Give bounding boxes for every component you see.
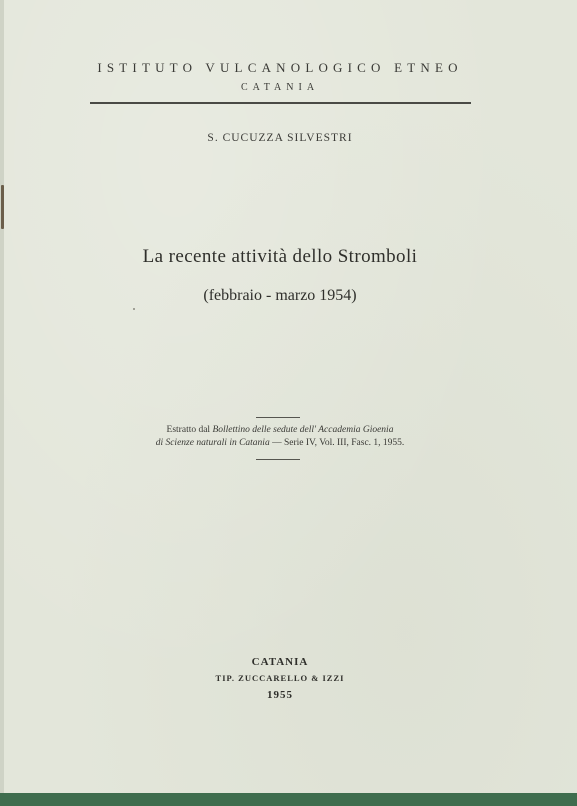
extract-series: — Serie IV, Vol. III, Fasc. 1, 1955. — [269, 438, 405, 448]
paper-speck — [133, 308, 135, 310]
document-subtitle: (febbraio - marzo 1954) — [203, 287, 357, 304]
extract-prefix: Estratto dal — [166, 425, 213, 435]
author-name: S. CUCUZZA SILVESTRI — [207, 132, 353, 144]
institute-name: ISTITUTO VULCANOLOGICO ETNEO — [97, 60, 463, 75]
imprint-city: CATANIA — [251, 656, 309, 668]
extract-line-2 — [64, 437, 496, 450]
extract-line-1 — [64, 424, 496, 437]
extract-bottom-rule — [256, 459, 300, 460]
institute-city: CATANIA — [240, 82, 320, 93]
extract-top-rule — [256, 417, 300, 418]
extract-journal-place: di Scienze naturali in Catania — [155, 438, 270, 448]
header-divider — [90, 102, 471, 104]
imprint-printer: TIP. ZUCCARELLO & IZZI — [215, 673, 345, 683]
document-title: La recente attività dello Stromboli — [142, 246, 418, 267]
document-cover — [4, 0, 577, 793]
imprint-year: 1955 — [267, 689, 293, 701]
extract-note — [64, 424, 496, 450]
background-surface — [0, 793, 577, 806]
extract-journal: Bollettino delle sedute dell' Accademia Gioenia — [212, 425, 394, 435]
